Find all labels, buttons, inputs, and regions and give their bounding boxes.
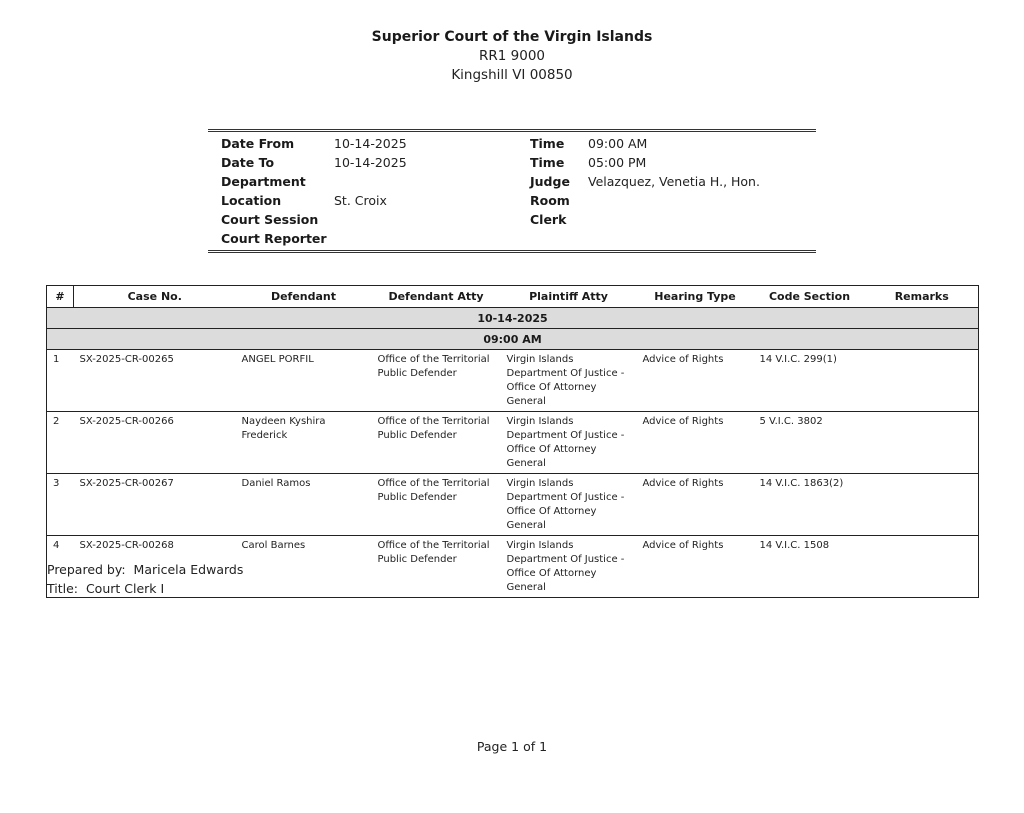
page-number: Page 1 of 1: [476, 739, 548, 754]
prepared-by-line: [47, 560, 243, 579]
table-row: [47, 474, 979, 536]
info-label: Department: [221, 174, 306, 189]
table-row: [47, 412, 979, 474]
cell-defendant-atty: Office of the Territorial Public Defender: [372, 350, 501, 412]
time-group-label: 09:00 AM: [47, 329, 979, 350]
cell-case-no: SX-2025-CR-00265: [74, 350, 236, 412]
cell-defendant: Daniel Ramos: [236, 474, 372, 536]
calendar-table: [46, 285, 979, 598]
title-line: [47, 579, 243, 598]
column-header-defendant: Defendant: [236, 286, 372, 308]
cell-case-no: SX-2025-CR-00267: [74, 474, 236, 536]
cell-code-section: 5 V.I.C. 3802: [754, 412, 866, 474]
date-group-row: [47, 308, 979, 329]
cell-hearing-type: Advice of Rights: [637, 536, 754, 598]
time-group-row: [47, 329, 979, 350]
cell-hearing-type: Advice of Rights: [637, 350, 754, 412]
column-header-hearing-type: Hearing Type: [637, 286, 754, 308]
info-value: 09:00 AM: [588, 136, 648, 151]
cell-plaintiff-atty: Virgin Islands Department Of Justice - Office Of Attorney General: [501, 412, 637, 474]
info-value: 10-14-2025: [334, 155, 407, 170]
info-label: Date From: [221, 136, 295, 151]
address-line-1: RR1 9000: [479, 48, 545, 64]
info-value: 10-14-2025: [334, 136, 407, 151]
info-label: Time: [530, 136, 565, 151]
address-line-2: Kingshill VI 00850: [451, 67, 573, 83]
calendar-info-block: [208, 129, 816, 253]
cell-defendant-atty: Office of the Territorial Public Defender: [372, 474, 501, 536]
cell-remarks: [866, 474, 979, 536]
prepared-by-label: Prepared by:: [47, 562, 126, 577]
info-label: Time: [530, 155, 565, 170]
prepared-by-block: [47, 560, 243, 598]
cell-case-no: SX-2025-CR-00266: [74, 412, 236, 474]
info-label: Room: [530, 193, 570, 208]
cell-defendant-atty: Office of the Territorial Public Defender: [372, 536, 501, 598]
cell-number: 1: [47, 350, 74, 412]
info-value: 05:00 PM: [588, 155, 647, 170]
column-header-plaintiff-atty: Plaintiff Atty: [501, 286, 637, 308]
court-name: Superior Court of the Virgin Islands: [371, 29, 653, 45]
column-header-number: #: [47, 286, 74, 308]
cell-hearing-type: Advice of Rights: [637, 412, 754, 474]
cell-case-no: SX-2025-CR-00268: [74, 536, 236, 598]
cell-code-section: 14 V.I.C. 1508: [754, 536, 866, 598]
cell-remarks: [866, 536, 979, 598]
column-header-code-section: Code Section: [754, 286, 866, 308]
info-label: Clerk: [530, 212, 567, 227]
cell-plaintiff-atty: Virgin Islands Department Of Justice - Office Of Attorney General: [501, 474, 637, 536]
table-header-row: [47, 286, 979, 308]
title-label: Title:: [47, 581, 78, 596]
cell-plaintiff-atty: Virgin Islands Department Of Justice - Office Of Attorney General: [501, 536, 637, 598]
info-label: Location: [221, 193, 282, 208]
report-header: [0, 28, 1024, 85]
cell-defendant: ANGEL PORFIL: [236, 350, 372, 412]
cell-defendant: Carol Barnes: [236, 536, 372, 598]
cell-defendant-atty: Office of the Territorial Public Defender: [372, 412, 501, 474]
title-value: Court Clerk I: [85, 581, 165, 596]
cell-remarks: [866, 350, 979, 412]
cell-plaintiff-atty: Virgin Islands Department Of Justice - Office Of Attorney General: [501, 350, 637, 412]
info-label: Date To: [221, 155, 275, 170]
column-header-case-no: Case No.: [74, 286, 236, 308]
column-header-remarks: Remarks: [866, 286, 979, 308]
prepared-by-name: Maricela Edwards: [133, 562, 244, 577]
table-row: [47, 350, 979, 412]
cell-number: 4: [47, 536, 74, 598]
cell-remarks: [866, 412, 979, 474]
cell-defendant: Naydeen Kyshira Frederick: [236, 412, 372, 474]
date-group-label: 10-14-2025: [47, 308, 979, 329]
info-label: Court Reporter: [221, 231, 327, 246]
cell-hearing-type: Advice of Rights: [637, 474, 754, 536]
column-header-defendant-atty: Defendant Atty: [372, 286, 501, 308]
cell-code-section: 14 V.I.C. 1863(2): [754, 474, 866, 536]
info-label: Judge: [530, 174, 570, 189]
cell-number: 3: [47, 474, 74, 536]
cell-code-section: 14 V.I.C. 299(1): [754, 350, 866, 412]
cell-number: 2: [47, 412, 74, 474]
info-label: Court Session: [221, 212, 319, 227]
info-value: Velazquez, Venetia H., Hon.: [588, 174, 760, 189]
info-value: St. Croix: [334, 193, 387, 208]
